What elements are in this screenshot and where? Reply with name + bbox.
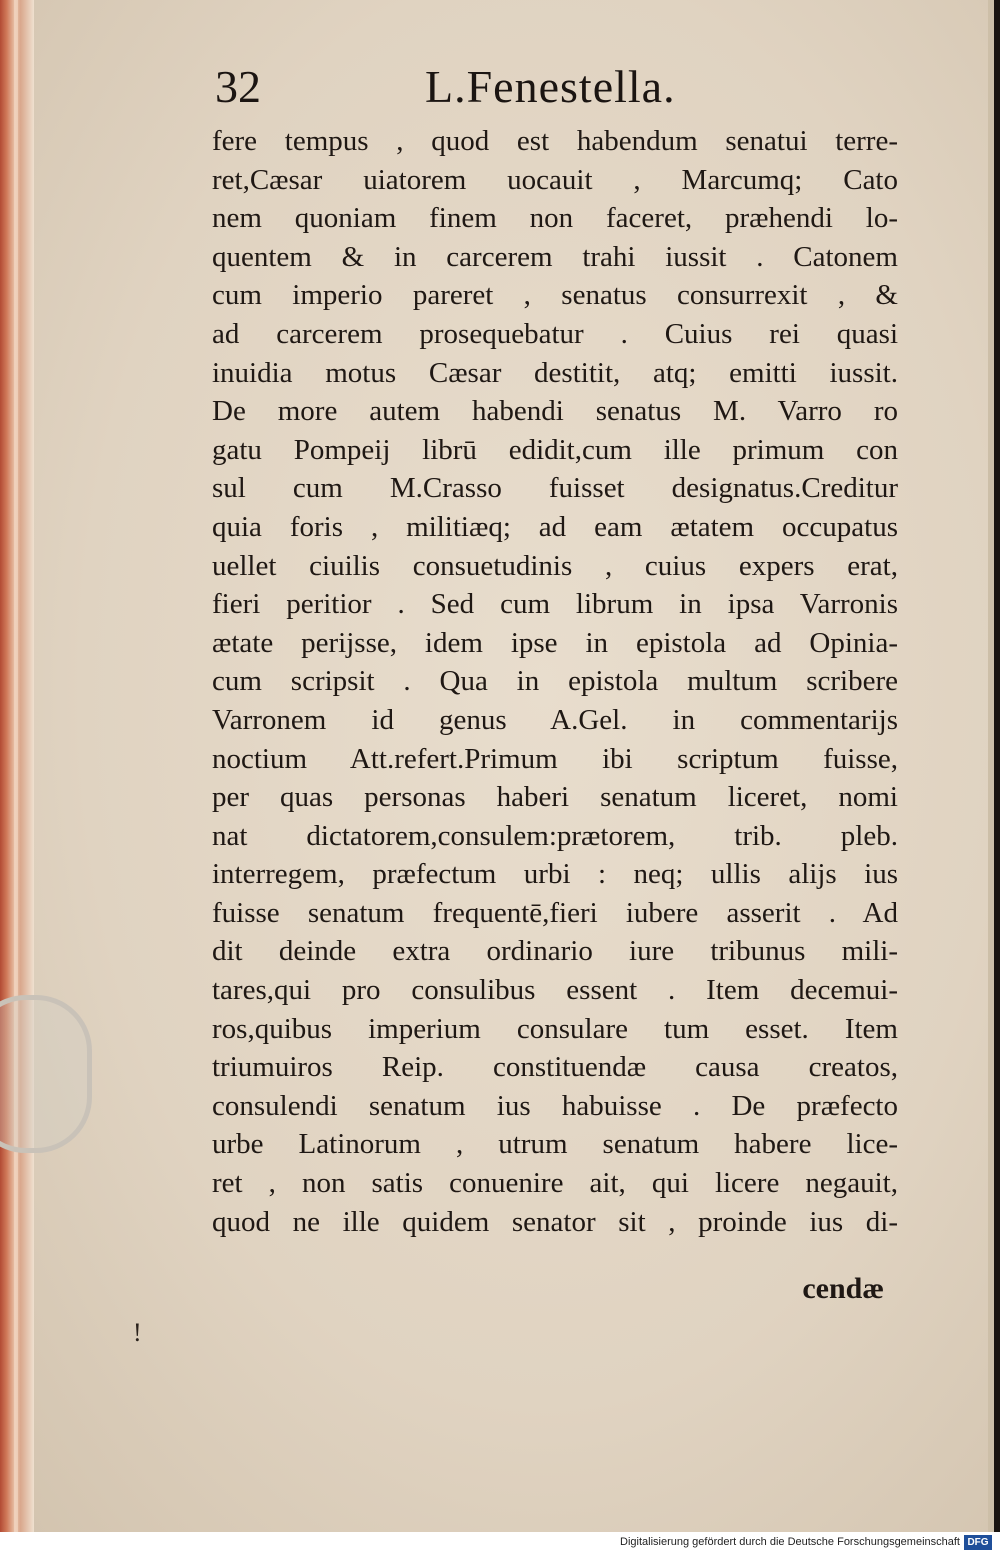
text-line: ret,Cæsar uiatorem uocauit , Marcumq; Cato [212, 163, 898, 196]
text-line: cum scripsit . Qua in epistola multum scribere [212, 665, 898, 698]
text-line: interregem, præfectum urbi : neq; ullis alijs ius [212, 858, 898, 891]
text-line: tares,qui pro consulibus essent . Item decemui- [212, 974, 898, 1007]
text-line: De more autem habendi senatus M. Varro ro [212, 395, 898, 428]
text-line: ad carcerem prosequebatur . Cuius rei quasi [212, 317, 898, 350]
catchword: cendæ [802, 1272, 884, 1305]
text-line: triumuiros Reip. constituendæ causa creatos, [212, 1051, 898, 1084]
text-line: consulendi senatum ius habuisse . De præfecto [212, 1089, 898, 1122]
page-clip [0, 995, 92, 1153]
text-line: ret , non satis conuenire ait, qui licere negauit, [212, 1167, 898, 1200]
page-header [215, 60, 735, 120]
text-line: ros,quibus imperium consulare tum esset. Item [212, 1012, 898, 1045]
text-line: per quas personas haberi senatum liceret, nomi [212, 781, 898, 814]
text-line: nat dictatorem,consulem:prætorem, trib. pleb. [212, 819, 898, 852]
text-line: noctium Att.refert.Primum ibi scriptum fuisse, [212, 742, 898, 775]
text-line: fieri peritior . Sed cum librum in ipsa Varronis [212, 588, 898, 621]
text-line: sul cum M.Crasso fuisset designatus.Creditur [212, 472, 898, 505]
page-number: 32 [215, 61, 261, 112]
text-line: quia foris , militiæq; ad eam ætatem occupatus [212, 510, 898, 543]
text-line: gatu Pompeij librū edidit,cum ille primum con [212, 433, 898, 466]
margin-mark: ! [133, 1318, 142, 1347]
text-line: quentem & in carcerem trahi iussit . Catonem [212, 240, 898, 273]
text-line: ætate perijsse, idem ipse in epistola ad Opinia- [212, 626, 898, 659]
body-text [212, 122, 898, 1241]
text-line: cum imperio pareret , senatus consurrexit , & [212, 279, 898, 312]
dfg-logo: DFG [964, 1535, 992, 1550]
text-line: fere tempus , quod est habendum senatui terre- [212, 125, 898, 157]
running-head: L.Fenestella. [425, 61, 676, 112]
page-edge-highlight [14, 0, 18, 1532]
digitization-footer [0, 1532, 1000, 1554]
text-line: inuidia motus Cæsar destitit, atq; emitti iussit. [212, 356, 898, 389]
text-line: nem quoniam finem non faceret, præhendi lo- [212, 202, 898, 235]
text-line: urbe Latinorum , utrum senatum habere lice- [212, 1128, 898, 1161]
text-line: dit deinde extra ordinario iure tribunus mili- [212, 935, 898, 968]
footer-credit: Digitalisierung gefördert durch die Deutsche Forschungsgemeinschaft [620, 1536, 960, 1548]
text-line: uellet ciuilis consuetudinis , cuius expers erat, [212, 549, 898, 582]
text-line: fuisse senatum frequentē,fieri iubere asserit . Ad [212, 896, 898, 929]
text-line: quod ne ille quidem senator sit , proinde ius di- [212, 1205, 898, 1238]
text-line: Varronem id genus A.Gel. in commentarijs [212, 703, 898, 736]
